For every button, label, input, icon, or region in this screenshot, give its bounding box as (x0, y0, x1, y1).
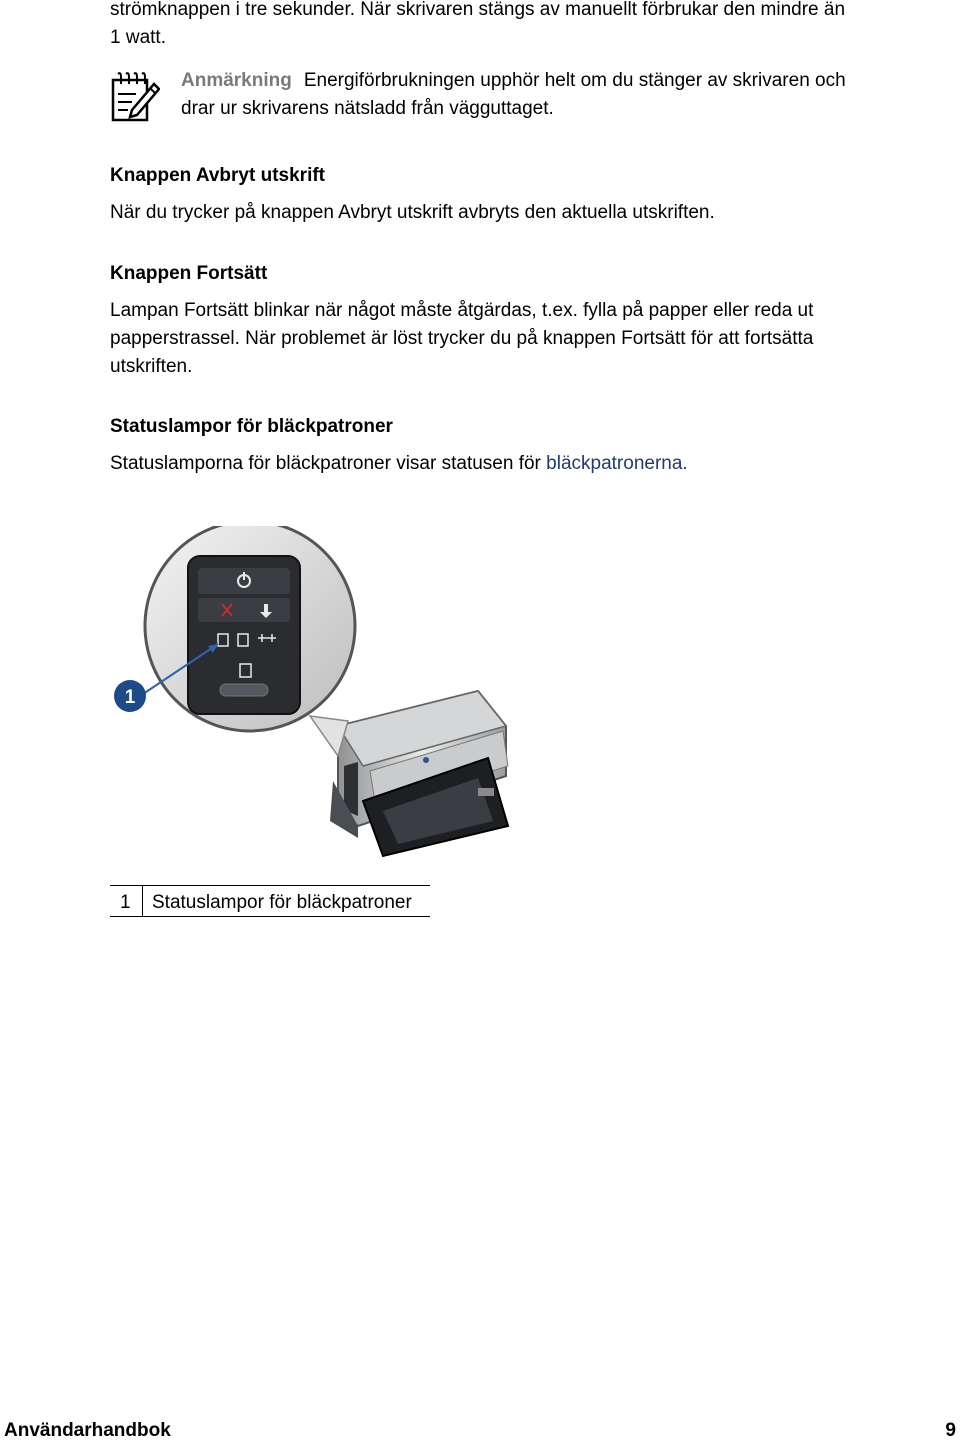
body-line: papperstrassel. När problemet är löst trycker du på knappen Fortsätt för att fortsätta (110, 328, 814, 349)
section-heading-resume: Knappen Fortsätt (110, 263, 268, 284)
printer-body (330, 691, 508, 856)
body-line: utskriften. (110, 356, 193, 377)
legend-divider (142, 886, 143, 916)
footer-page-number: 9 (945, 1420, 956, 1441)
legend-number: 1 (120, 892, 131, 913)
section-heading-cancel: Knappen Avbryt utskrift (110, 165, 326, 186)
printer-illustration (108, 526, 518, 862)
body-line: Lampan Fortsätt blinkar när något måste åtgärdas, t.ex. fylla på papper eller reda ut (110, 300, 814, 321)
note-text-line: drar ur skrivarens nätsladd från vägguttaget. (181, 98, 554, 119)
legend-text: Statuslampor för bläckpatroner (152, 892, 412, 913)
section-body-resume (110, 297, 940, 381)
ink-cartridges-link[interactable]: bläckpatronerna. (546, 453, 688, 474)
body-line: När du trycker på knappen Avbryt utskrift avbryts den aktuella utskriften. (110, 202, 715, 223)
figure-legend-table (110, 885, 430, 917)
intro-line: 1 watt. (110, 27, 166, 48)
intro-paragraph (110, 0, 960, 52)
section-body-cancel (110, 199, 940, 227)
note-pencil-icon (110, 70, 160, 124)
footer-title: Användarhandbok (4, 1420, 171, 1441)
section-body-ink-status (110, 450, 940, 478)
body-text: Statuslamporna för bläckpatroner visar statusen för (110, 453, 547, 474)
intro-line: strömknappen i tre sekunder. När skrivaren stängs av manuellt förbrukar den mindre än (110, 0, 846, 20)
note-text-line: Energiförbrukningen upphör helt om du stänger av skrivaren och (303, 70, 846, 91)
note-text (181, 67, 960, 123)
callout-number: 1 (124, 687, 136, 708)
note-label: Anmärkning (181, 70, 292, 91)
section-heading-ink-status: Statuslampor för bläckpatroner (110, 416, 393, 437)
control-panel-zoom (145, 526, 355, 731)
